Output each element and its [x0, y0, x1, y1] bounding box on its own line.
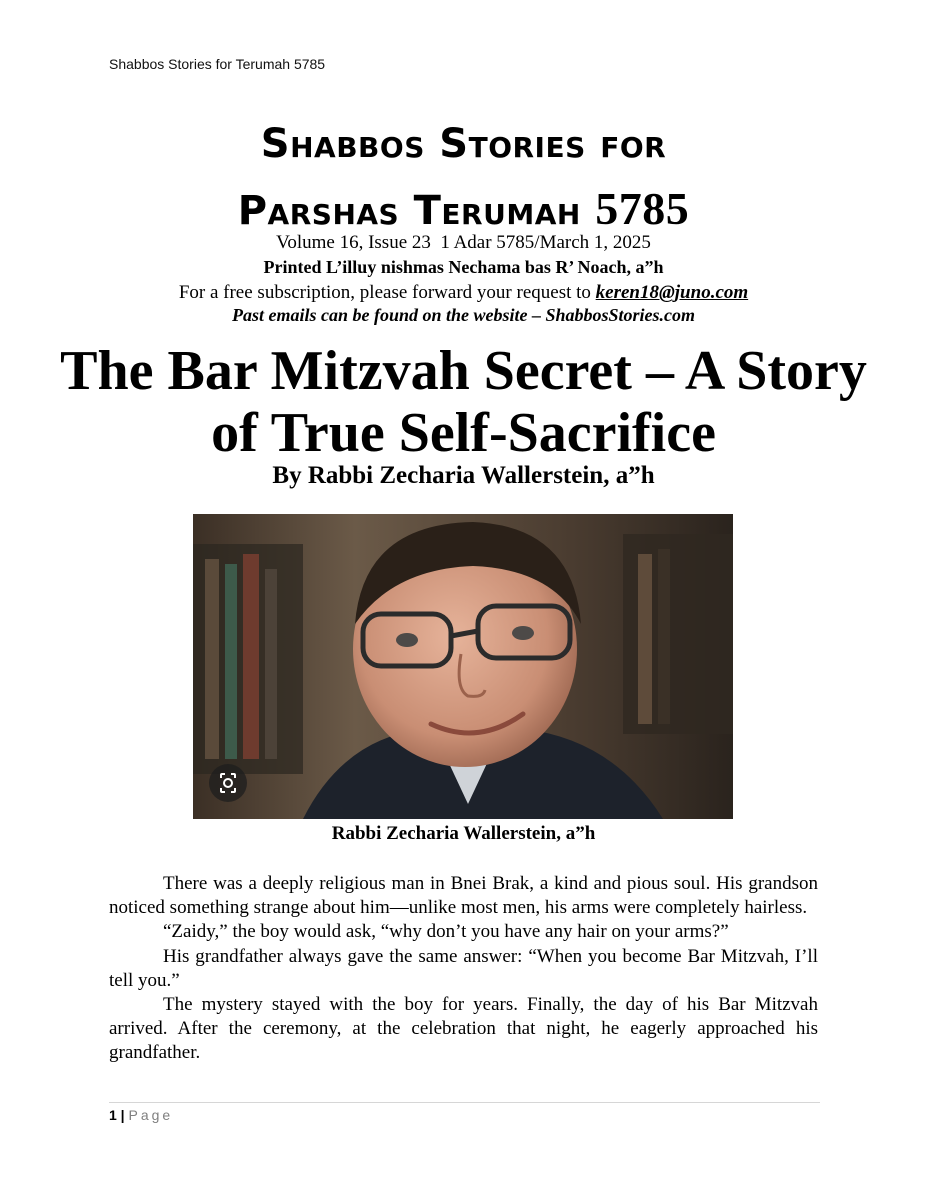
dedication-line: Printed L’illuy nishmas Nechama bas R’ Noach, a”h [263, 257, 664, 277]
footer-divider [109, 1102, 820, 1103]
article-body [109, 872, 818, 1066]
page-separator: | [116, 1107, 129, 1123]
page-number: 1 [109, 1107, 117, 1123]
running-header: Shabbos Stories for Terumah 5785 [109, 56, 326, 72]
author-photo-illustration [193, 514, 733, 819]
paragraph: “Zaidy,” the boy would ask, “why don’t you have any hair on your arms?” [163, 921, 729, 943]
author-photo [193, 514, 733, 819]
masthead-line-1: Shabbos Stories for [260, 121, 667, 167]
past-emails-line: Past emails can be found on the website – ShabbosStories.com [231, 305, 696, 325]
article-byline: By Rabbi Zecharia Wallerstein, a”h [272, 462, 655, 489]
paragraph: There was a deeply religious man in Bnei Brak, a kind and pious soul. His grandson noticed something strange about him—unlike most men, his arms were completely hairless. [109, 873, 818, 919]
subscription-line [0, 283, 927, 302]
page-label: Page [128, 1107, 174, 1123]
paragraph: The mystery stayed with the boy for years. Finally, the day of his Bar Mitzvah arrived. After the ceremony, at the celebration that night, he eagerly approached his grandfather. [109, 994, 818, 1064]
photo-caption: Rabbi Zecharia Wallerstein, a”h [331, 823, 596, 844]
masthead-line-2 [0, 183, 927, 234]
lens-search-icon[interactable] [209, 764, 247, 802]
paragraph: His grandfather always gave the same answer: “When you become Bar Mitzvah, I’ll tell you.” [109, 945, 818, 991]
masthead-parsha: Parshas Terumah [237, 188, 581, 234]
masthead-year: 5785 [595, 183, 690, 234]
article-title: The Bar Mitzvah Secret – A Story of True Self-Sacrifice [60, 340, 867, 464]
subscription-email-link[interactable]: keren18@juno.com [595, 282, 749, 303]
issue-line: Volume 16, Issue 23 1 Adar 5785/March 1, 2025 [276, 232, 651, 253]
subscription-text: For a free subscription, please forward your request to [178, 282, 596, 303]
page-footer [109, 1107, 173, 1123]
